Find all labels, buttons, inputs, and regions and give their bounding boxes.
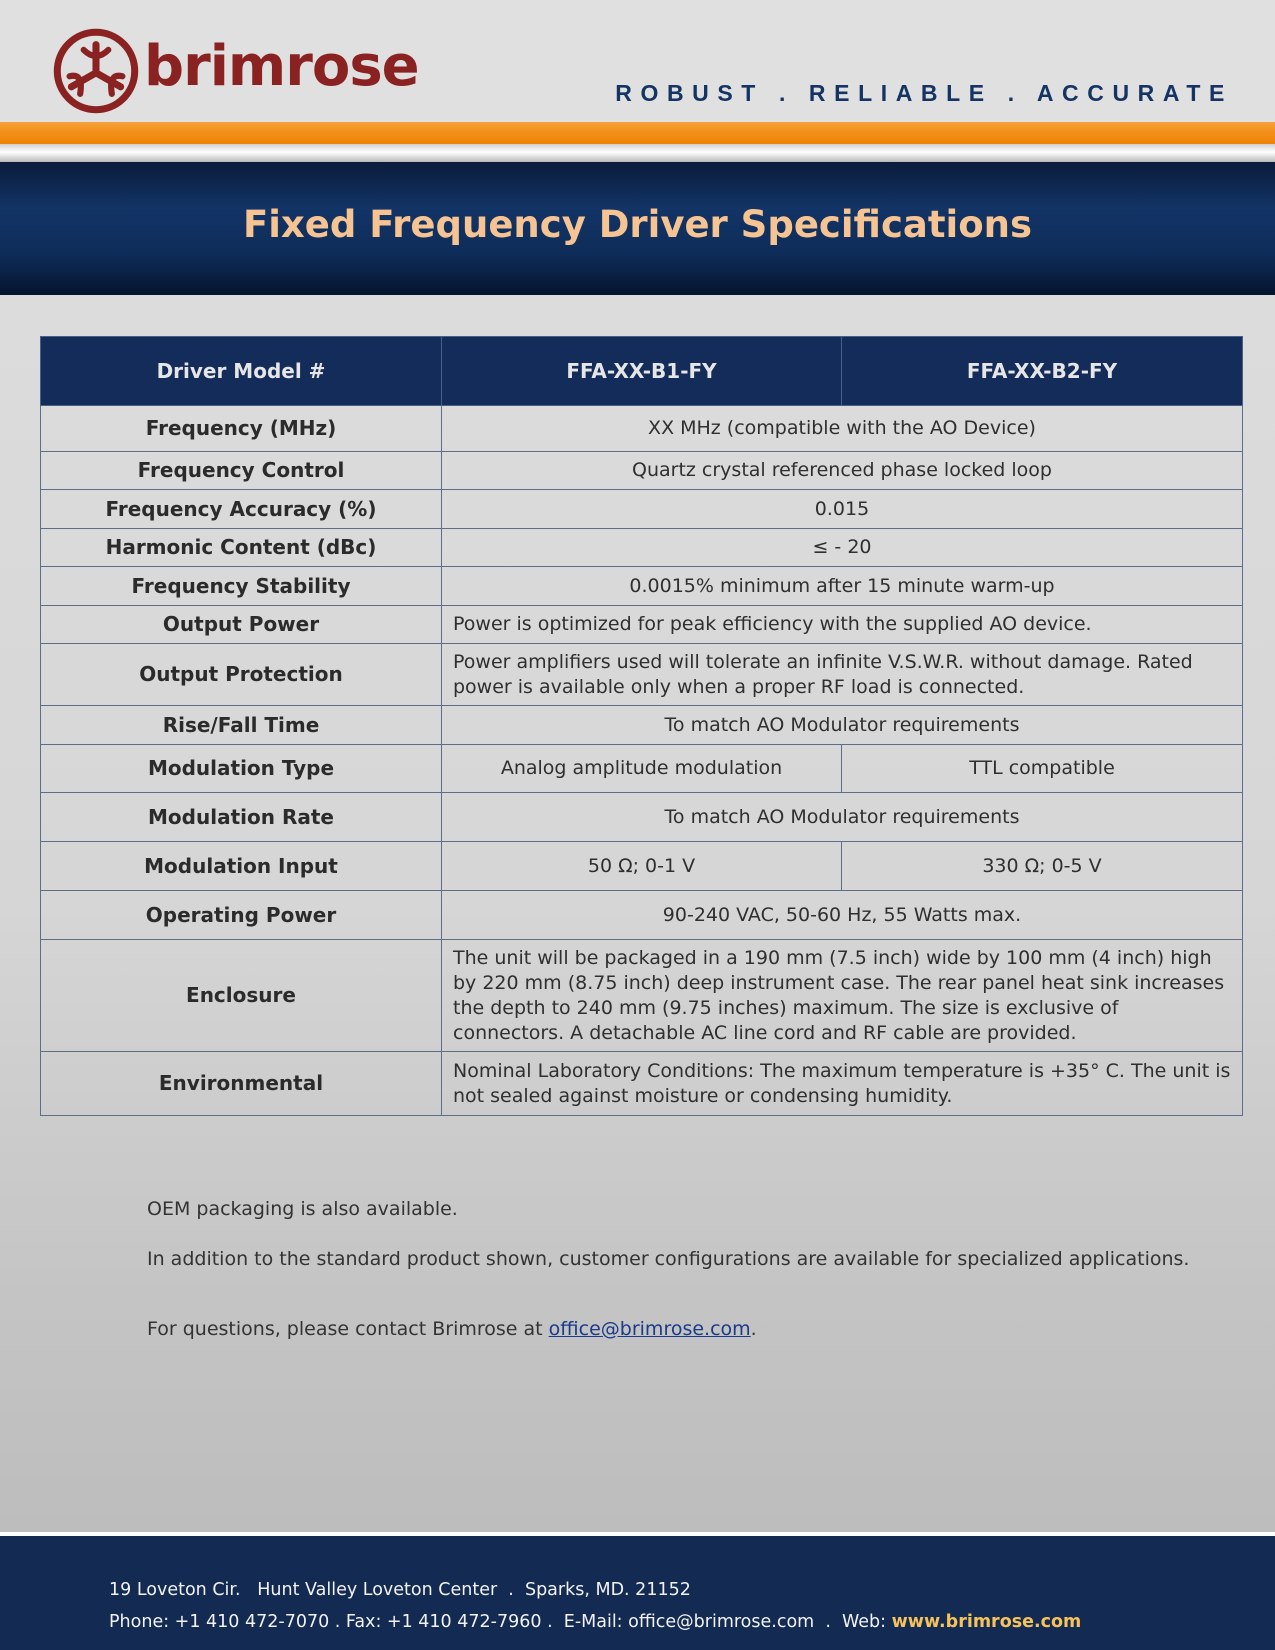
header-model-b1: FFA-XX-B1-FY [442,337,842,406]
header-model-b2: FFA-XX-B2-FY [842,337,1243,406]
header-driver-model: Driver Model # [41,337,442,406]
row-enclosure [41,940,1243,1052]
row-label: Modulation Input [41,842,442,891]
row-modulation-rate [41,793,1243,842]
row-value: ≤ - 20 [442,529,1243,567]
note-oem: OEM packaging is also available. [147,1198,458,1220]
title-band [0,162,1275,295]
row-label: Modulation Type [41,745,442,793]
page-title: Fixed Frequency Driver Specifications [242,203,1033,246]
row-label: Frequency Stability [41,567,442,606]
row-frequency-accuracy [41,490,1243,529]
row-value: Nominal Laboratory Conditions: The maximum temperature is +35° C. The unit is not sealed against moisture or condensing humidity. [442,1052,1243,1116]
note-contact [147,1318,757,1340]
footer-address: 19 Loveton Cir. Hunt Valley Loveton Center . Sparks, MD. 21152 [109,1580,691,1600]
row-value: Power amplifiers used will tolerate an infinite V.S.W.R. without damage. Rated power is available only when a proper RF load is connected. [442,644,1243,706]
spec-table [40,336,1243,1116]
row-modulation-type [41,745,1243,793]
row-value: Quartz crystal referenced phase locked loop [442,452,1243,490]
row-frequency-control [41,452,1243,490]
row-label: Frequency (MHz) [41,406,442,452]
row-label: Output Power [41,606,442,644]
row-output-power [41,606,1243,644]
logo-wordmark: brimrose [144,34,419,99]
footer-web-link[interactable]: www.brimrose.com [891,1612,1082,1632]
row-harmonic-content [41,529,1243,567]
row-label: Operating Power [41,891,442,940]
row-label: Modulation Rate [41,793,442,842]
row-value-b2: TTL compatible [842,745,1243,793]
row-value-b2: 330 Ω; 0-5 V [842,842,1243,891]
row-label: Rise/Fall Time [41,706,442,745]
contact-suffix: . [750,1318,757,1340]
row-value: 0.0015% minimum after 15 minute warm-up [442,567,1243,606]
row-value: To match AO Modulator requirements [442,706,1243,745]
row-value: XX MHz (compatible with the AO Device) [442,406,1243,452]
page-header [0,0,1275,122]
brimrose-logo [52,25,419,117]
row-environmental [41,1052,1243,1116]
footer-contact-text: Phone: +1 410 472-7070 . Fax: +1 410 472-7960 . E-Mail: office@brimrose.com . Web: [109,1612,892,1632]
table-header-row [41,337,1243,406]
brimrose-logo-icon [52,27,140,115]
tagline: ROBUST . RELIABLE . ACCURATE [615,80,1233,106]
silver-stripe [0,144,1275,162]
row-value: Power is optimized for peak efficiency with the supplied AO device. [442,606,1243,644]
row-value: To match AO Modulator requirements [442,793,1243,842]
contact-prefix: For questions, please contact Brimrose at [147,1318,549,1340]
row-rise-fall-time [41,706,1243,745]
row-value: The unit will be packaged in a 190 mm (7.5 inch) wide by 100 mm (4 inch) high by 220 mm (8.75 inch) deep instrument case. The rear panel heat sink increases the depth to 240 mm (9.75 inches) maximum. The size is exclusive of connectors. A detachable AC line cord and RF cable are provided. [442,940,1243,1052]
row-frequency [41,406,1243,452]
page-footer [0,1536,1275,1650]
row-label: Output Protection [41,644,442,706]
row-modulation-input [41,842,1243,891]
row-value-b1: Analog amplitude modulation [442,745,842,793]
row-label: Harmonic Content (dBc) [41,529,442,567]
row-label: Enclosure [41,940,442,1052]
footer-contact [109,1612,1081,1632]
note-custom: In addition to the standard product shown, customer configurations are available for specialized applications. [147,1248,1190,1270]
row-label: Environmental [41,1052,442,1116]
row-value-b1: 50 Ω; 0-1 V [442,842,842,891]
row-label: Frequency Accuracy (%) [41,490,442,529]
row-value: 90-240 VAC, 50-60 Hz, 55 Watts max. [442,891,1243,940]
row-value: 0.015 [442,490,1243,529]
row-output-protection [41,644,1243,706]
row-operating-power [41,891,1243,940]
row-label: Frequency Control [41,452,442,490]
contact-email-link[interactable]: office@brimrose.com [548,1318,751,1340]
row-frequency-stability [41,567,1243,606]
orange-stripe [0,122,1275,144]
